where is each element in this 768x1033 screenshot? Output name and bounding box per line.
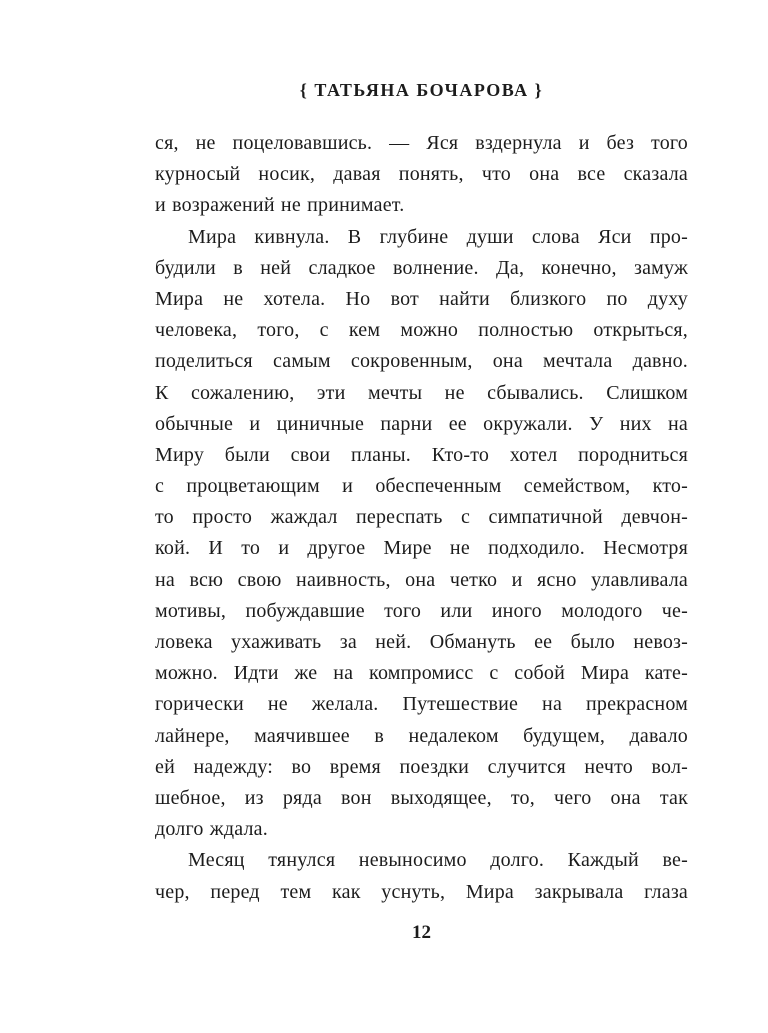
text-line: чер, перед тем как уснуть, Мира закрывала глаза <box>155 880 688 903</box>
text-line: поделиться самым сокровенным, она мечтала давно. <box>155 350 688 373</box>
text-line: человека, того, с кем можно полностью открыться, <box>155 319 688 342</box>
text-line: лайнере, маячившее в недалеком будущем, давало <box>155 724 688 747</box>
text-line: на всю свою наивность, она четко и ясно улавливала <box>155 568 688 591</box>
text-line: и возражений не принимает. <box>155 194 405 217</box>
text-line: можно. Идти же на компромисс с собой Мира кате- <box>155 662 688 685</box>
text-line: К сожалению, эти мечты не сбывались. Слишком <box>155 381 688 404</box>
text-line: Месяц тянулся невыносимо долго. Каждый ве- <box>188 849 688 872</box>
text-line: будили в ней сладкое волнение. Да, конечно, замуж <box>155 256 688 279</box>
text-line: долго ждала. <box>155 818 268 841</box>
text-line: ловека ухаживать за ней. Обмануть ее было невоз- <box>155 631 688 653</box>
text-line: Мира кивнула. В глубине души слова Яси про- <box>188 225 688 248</box>
text-line: мотивы, побуждавшие того или иного молодого че- <box>155 599 688 622</box>
running-head-author: { ТАТЬЯНА БОЧАРОВА } <box>299 80 544 100</box>
text-line: шебное, из ряда вон выходящее, то, чего она так <box>155 786 688 809</box>
text-line: горически не желала. Путешествие на прекрасном <box>155 693 688 716</box>
text-line: с процветающим и обеспеченным семейством, кто- <box>155 475 688 498</box>
page-number: 12 <box>412 922 431 943</box>
body-text-block <box>155 128 688 908</box>
text-line: ся, не поцеловавшись. — Яся вздернула и без того <box>155 132 688 154</box>
text-line: Мира не хотела. Но вот найти близкого по духу <box>155 287 688 310</box>
text-line: обычные и циничные парни ее окружали. У них на <box>155 412 688 435</box>
text-line: кой. И то и другое Мире не подходило. Несмотря <box>155 537 688 560</box>
text-line: ей надежду: во время поездки случится нечто вол- <box>155 755 688 778</box>
text-line: то просто жаждал переспать с симпатичной девчон- <box>155 506 688 529</box>
text-line: курносый носик, давая понять, что она все сказала <box>155 163 688 186</box>
text-line: Миру были свои планы. Кто-то хотел породниться <box>155 443 688 466</box>
